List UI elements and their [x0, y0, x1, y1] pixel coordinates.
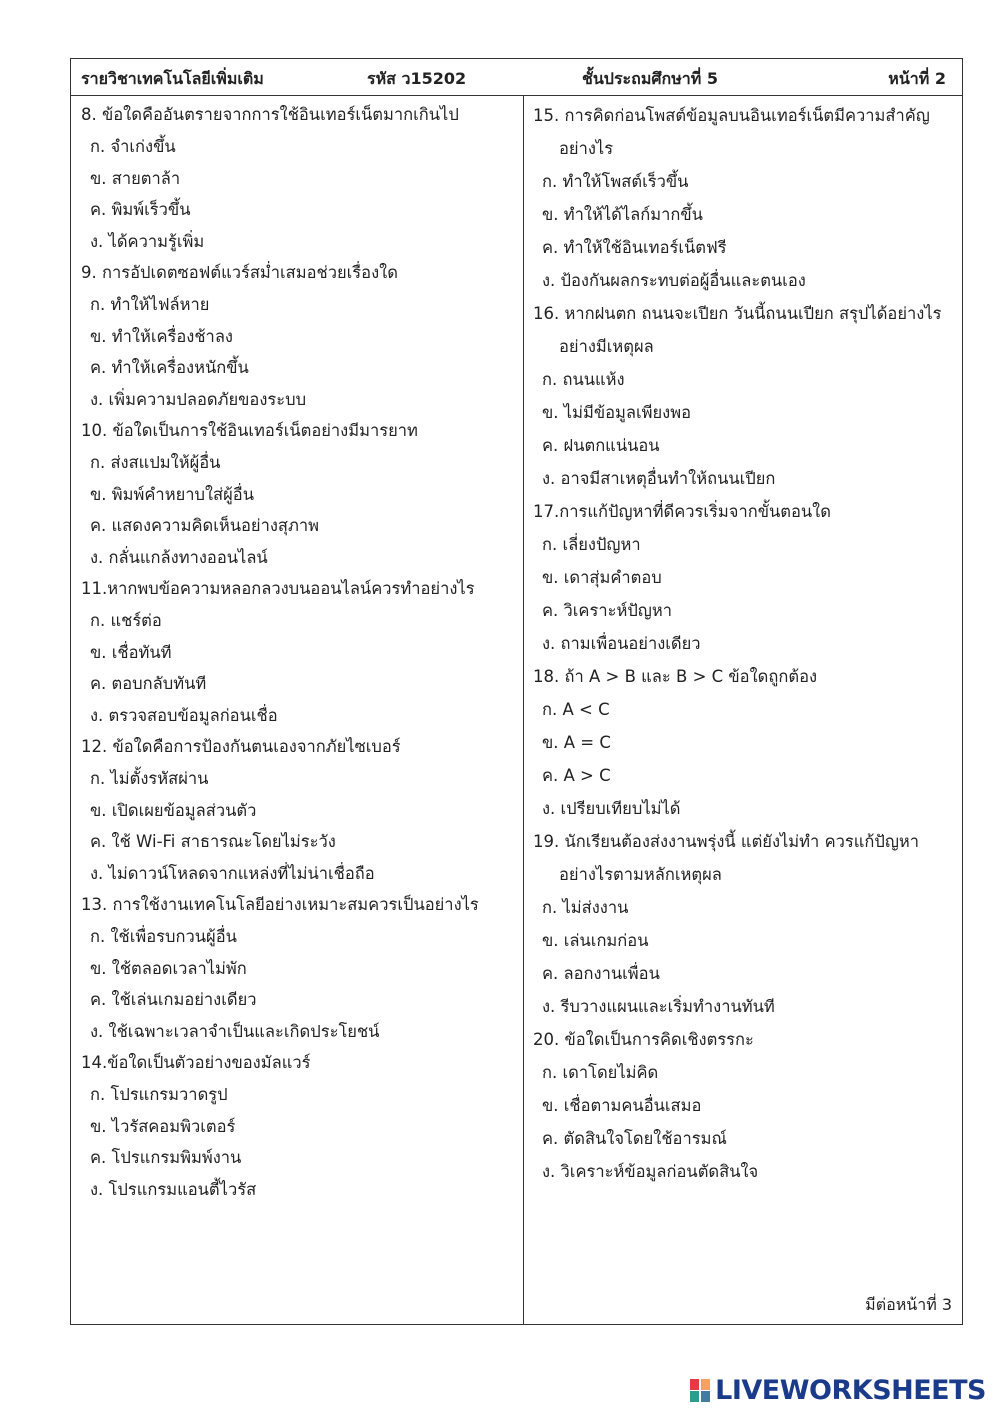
logo-square — [701, 1379, 710, 1390]
question-item — [533, 297, 957, 495]
right-column — [533, 99, 957, 1188]
question-item — [81, 1047, 519, 1205]
answer-option[interactable]: ง. ใช้เฉพาะเวลาจำเป็นและเกิดประโยชน์ — [90, 1021, 380, 1041]
answer-option[interactable]: ข. ใช้ตลอดเวลาไม่พัก — [90, 958, 247, 978]
answer-option[interactable]: ก. แชร์ต่อ — [90, 611, 162, 630]
answer-option[interactable]: ก. ไม่ตั้งรหัสผ่าน — [90, 769, 209, 788]
answer-option[interactable]: ค. ตัดสินใจโดยใช้อารมณ์ — [542, 1129, 727, 1148]
answer-option[interactable]: ค. ทำให้ใช้อินเทอร์เน็ตฟรี — [542, 238, 727, 257]
answer-option[interactable]: ค. ตอบกลับทันที — [90, 674, 207, 693]
answer-option[interactable]: ง. ตรวจสอบข้อมูลก่อนเชื่อ — [90, 705, 278, 725]
subject-title: รายวิชาเทคโนโลยีเพิ่มเติม — [81, 69, 264, 88]
left-column — [81, 99, 519, 1205]
column-divider — [523, 96, 524, 1324]
question-item — [81, 889, 519, 1047]
worksheet-page — [70, 58, 963, 1325]
answer-option[interactable]: ข. ไม่มีข้อมูลเพียงพอ — [542, 403, 692, 422]
question-text-continued: อย่างไร — [559, 139, 614, 158]
question-text: 11.หากพบข้อความหลอกลวงบนออนไลน์ควรทำอย่างไร — [81, 579, 475, 598]
question-text: 8. ข้อใดคืออันตรายจากการใช้อินเทอร์เน็ตมากเกินไป — [81, 105, 459, 124]
question-item — [81, 415, 519, 573]
answer-option[interactable]: ก. จำเก่งขึ้น — [90, 137, 176, 156]
question-text: 18. ถ้า A > B และ B > C ข้อใดถูกต้อง — [533, 667, 818, 686]
logo-square — [690, 1391, 699, 1402]
answer-option[interactable]: ก. ส่งสแปมให้ผู้อื่น — [90, 453, 221, 472]
brand-name: LIVEWORKSHEETS — [715, 1374, 986, 1406]
answer-option[interactable]: ข. A = C — [542, 733, 611, 752]
answer-option[interactable]: ข. เดาสุ่มคำตอบ — [542, 568, 662, 587]
answer-option[interactable]: ค. ทำให้เครื่องหนักขึ้น — [90, 358, 249, 377]
question-text-continued: อย่างมีเหตุผล — [559, 337, 654, 356]
answer-option[interactable]: ค. โปรแกรมพิมพ์งาน — [90, 1148, 242, 1167]
answer-option[interactable]: ค. พิมพ์เร็วขึ้น — [90, 200, 191, 219]
answer-option[interactable]: ง. โปรแกรมแอนตี้ไวรัส — [90, 1179, 257, 1199]
answer-option[interactable]: ก. ทำให้โพสต์เร็วขึ้น — [542, 172, 689, 191]
page-number: หน้าที่ 2 — [888, 69, 946, 88]
answer-option[interactable]: ค. ใช้เล่นเกมอย่างเดียว — [90, 990, 257, 1009]
question-text: 20. ข้อใดเป็นการคิดเชิงตรรกะ — [533, 1030, 754, 1049]
answer-option[interactable]: ข. ไวรัสคอมพิวเตอร์ — [90, 1116, 236, 1136]
continue-note: มีต่อหน้าที่ 3 — [865, 1295, 952, 1314]
answer-option[interactable]: ก. ไม่ส่งงาน — [542, 898, 629, 917]
answer-option[interactable]: ข. เชื่อทันที — [90, 642, 172, 662]
answer-option[interactable]: ก. เดาโดยไม่คิด — [542, 1063, 659, 1082]
answer-option[interactable]: ข. ทำให้ได้ไลก์มากขึ้น — [542, 205, 703, 224]
brand-icon — [690, 1377, 712, 1403]
question-item — [81, 257, 519, 415]
subject-code: รหัส ว15202 — [367, 69, 467, 88]
question-item — [533, 99, 957, 297]
answer-option[interactable]: ข. สายตาล้า — [90, 168, 181, 188]
question-text: 16. หากฝนตก ถนนจะเปียก วันนี้ถนนเปียก สรุปได้อย่างไร — [533, 304, 942, 323]
question-text: 9. การอัปเดตซอฟต์แวร์สม่ำเสมอช่วยเรื่องใด — [81, 263, 398, 282]
answer-option[interactable]: ง. วิเคราะห์ข้อมูลก่อนตัดสินใจ — [542, 1162, 759, 1181]
question-text: 19. นักเรียนต้องส่งงานพรุ่งนี้ แต่ยังไม่ทำ ควรแก้ปัญหา — [533, 832, 920, 851]
answer-option[interactable]: ก. ถนนแห้ง — [542, 370, 625, 389]
question-item — [81, 731, 519, 889]
question-item — [81, 99, 519, 257]
answer-option[interactable]: ข. เล่นเกมก่อน — [542, 931, 649, 950]
answer-option[interactable]: ข. เชื่อตามคนอื่นเสมอ — [542, 1096, 702, 1115]
question-item — [81, 573, 519, 731]
answer-option[interactable]: ข. ทำให้เครื่องช้าลง — [90, 326, 233, 346]
answer-option[interactable]: ง. ไม่ดาวน์โหลดจากแหล่งที่ไม่น่าเชื่อถือ — [90, 863, 375, 883]
answer-option[interactable]: ค. ใช้ Wi-Fi สาธารณะโดยไม่ระวัง — [90, 832, 336, 851]
answer-option[interactable]: ง. เพิ่มความปลอดภัยของระบบ — [90, 389, 307, 409]
worksheet-header — [71, 59, 962, 96]
answer-option[interactable]: ก. เลี่ยงปัญหา — [542, 535, 641, 554]
answer-option[interactable]: ค. ลอกงานเพื่อน — [542, 964, 660, 983]
grade-level: ชั้นประถมศึกษาที่ 5 — [582, 69, 718, 88]
answer-option[interactable]: ข. พิมพ์คำหยาบใส่ผู้อื่น — [90, 484, 254, 504]
answer-option[interactable]: ค. แสดงความคิดเห็นอย่างสุภาพ — [90, 516, 319, 535]
question-item — [533, 660, 957, 825]
answer-option[interactable]: ข. เปิดเผยข้อมูลส่วนตัว — [90, 800, 257, 820]
question-text: 10. ข้อใดเป็นการใช้อินเทอร์เน็ตอย่างมีมารยาท — [81, 421, 418, 440]
question-item — [533, 495, 957, 660]
answer-option[interactable]: ง. ได้ความรู้เพิ่ม — [90, 231, 205, 251]
answer-option[interactable]: ง. เปรียบเทียบไม่ได้ — [542, 799, 681, 818]
question-text: 17.การแก้ปัญหาที่ดีควรเริ่มจากขั้นตอนใด — [533, 502, 831, 521]
liveworksheets-logo[interactable] — [690, 1374, 986, 1406]
answer-option[interactable]: ง. ป้องกันผลกระทบต่อผู้อื่นและตนเอง — [542, 271, 806, 290]
answer-option[interactable]: ง. อาจมีสาเหตุอื่นทำให้ถนนเปียก — [542, 469, 776, 488]
question-item — [533, 1023, 957, 1188]
answer-option[interactable]: ค. วิเคราะห์ปัญหา — [542, 601, 673, 620]
answer-option[interactable]: ก. ทำให้ไฟล์หาย — [90, 295, 210, 314]
question-item — [533, 825, 957, 1023]
question-text-continued: อย่างไรตามหลักเหตุผล — [559, 865, 722, 884]
logo-square — [690, 1379, 699, 1390]
answer-option[interactable]: ค. A > C — [542, 766, 611, 785]
question-text: 14.ข้อใดเป็นตัวอย่างของมัลแวร์ — [81, 1053, 311, 1072]
answer-option[interactable]: ก. A < C — [542, 700, 610, 719]
answer-option[interactable]: ก. โปรแกรมวาดรูป — [90, 1085, 228, 1104]
question-text: 12. ข้อใดคือการป้องกันตนเองจากภัยไซเบอร์ — [81, 737, 401, 756]
answer-option[interactable]: ง. ถามเพื่อนอย่างเดียว — [542, 634, 701, 653]
answer-option[interactable]: ง. กลั่นแกล้งทางออนไลน์ — [90, 547, 268, 567]
answer-option[interactable]: ค. ฝนตกแน่นอน — [542, 436, 660, 455]
question-text: 13. การใช้งานเทคโนโลยีอย่างเหมาะสมควรเป็นอย่างไร — [81, 895, 479, 914]
question-text: 15. การคิดก่อนโพสต์ข้อมูลบนอินเทอร์เน็ตมีความสำคัญ — [533, 106, 930, 125]
answer-option[interactable]: ง. รีบวางแผนและเริ่มทำงานทันที — [542, 997, 775, 1016]
answer-option[interactable]: ก. ใช้เพื่อรบกวนผู้อื่น — [90, 927, 237, 946]
logo-square — [701, 1391, 710, 1402]
